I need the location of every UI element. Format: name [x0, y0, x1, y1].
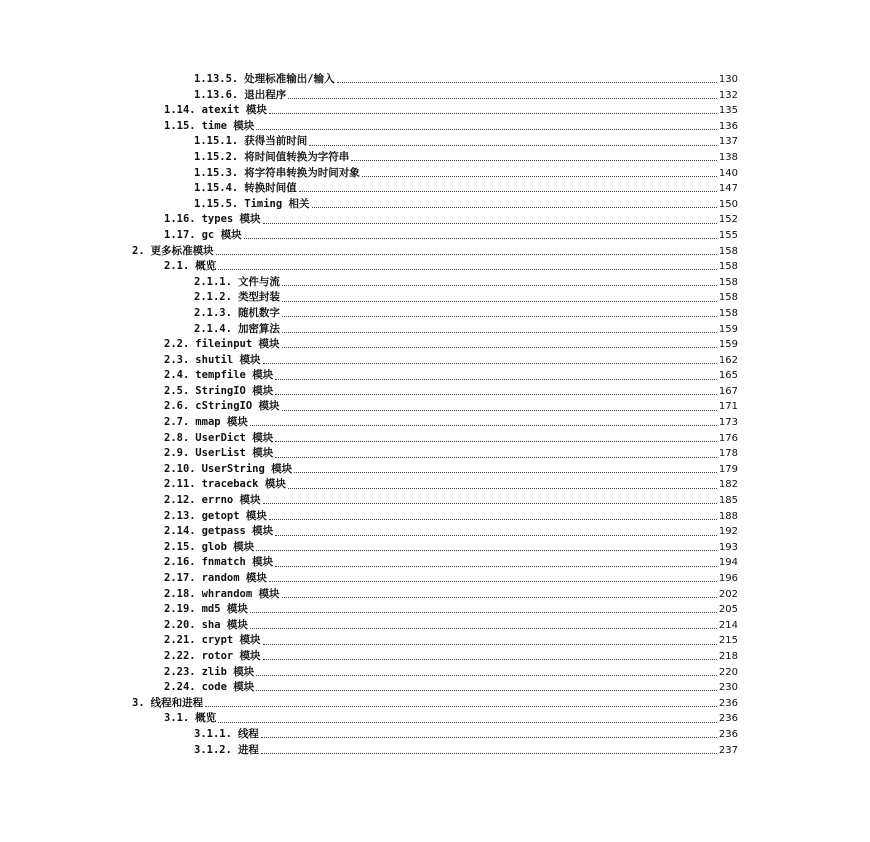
- toc-entry-page-number: 196: [718, 573, 738, 584]
- toc-entry-page-number: 205: [718, 604, 738, 616]
- toc-entry-number: 2.24.: [164, 681, 196, 694]
- toc-entry[interactable]: [132, 150, 738, 166]
- toc-entry-page-number: 185: [718, 495, 738, 507]
- toc-entry-number: 2.12.: [164, 494, 196, 507]
- toc-entry-number: 2.13.: [164, 509, 196, 522]
- toc-entry[interactable]: [132, 181, 738, 197]
- dot-leader: [282, 301, 717, 302]
- toc-entry-title: 转换时间值: [244, 182, 297, 195]
- dot-leader: [218, 269, 717, 270]
- toc-entry-title: crypt 模块: [201, 634, 261, 647]
- toc-entry-page-number: 130: [718, 74, 738, 85]
- toc-entry-number: 2.4.: [164, 369, 190, 382]
- dot-leader: [288, 98, 717, 99]
- toc-entry-title: fileinput 模块: [195, 338, 280, 351]
- toc-entry-page-number: 214: [718, 619, 738, 631]
- dot-leader: [294, 472, 717, 473]
- toc-entry[interactable]: [132, 212, 738, 228]
- dot-leader: [256, 129, 717, 130]
- toc-entry-page-number: 202: [718, 588, 738, 600]
- toc-entry-title: 获得当前时间: [244, 135, 308, 148]
- dot-leader: [256, 690, 717, 691]
- toc-entry-number: 2.20.: [164, 618, 196, 631]
- toc-entry[interactable]: [132, 555, 738, 571]
- toc-entry-number: 1.15.: [164, 119, 196, 132]
- toc-entry[interactable]: [132, 618, 738, 634]
- toc-entry-title: atexit 模块: [201, 104, 267, 117]
- toc-entry[interactable]: [132, 166, 738, 182]
- toc-entry-title: sha 模块: [201, 618, 248, 631]
- toc-entry[interactable]: [132, 259, 738, 275]
- toc-entry-title: zlib 模块: [201, 665, 255, 678]
- toc-entry[interactable]: [132, 306, 738, 322]
- toc-entry-page-number: 236: [718, 728, 738, 740]
- toc-entry-title: time 模块: [201, 119, 255, 132]
- toc-entry-number: 2.19.: [164, 603, 196, 616]
- toc-entry-number: 1.15.4.: [194, 182, 239, 195]
- toc-entry-page-number: 152: [718, 214, 738, 226]
- dot-leader: [250, 425, 717, 426]
- toc-entry-title: glob 模块: [201, 540, 255, 553]
- dot-leader: [282, 285, 717, 286]
- toc-entry-title: 概览: [195, 712, 217, 725]
- toc-entry-title: code 模块: [201, 681, 255, 694]
- toc-entry[interactable]: [132, 119, 738, 135]
- toc-entry-page-number: 182: [718, 479, 738, 491]
- toc-entry[interactable]: [132, 477, 738, 493]
- toc-entry-page-number: 230: [718, 682, 738, 694]
- toc-entry-number: 2.2.: [164, 338, 190, 351]
- dot-leader: [269, 113, 717, 114]
- toc-entry[interactable]: [132, 415, 738, 431]
- toc-entry-title: 处理标准输出/输入: [244, 73, 335, 85]
- toc-entry-page-number: 158: [718, 245, 738, 257]
- toc-entry[interactable]: [132, 462, 738, 478]
- dot-leader: [275, 441, 717, 442]
- dot-leader: [216, 254, 717, 255]
- dot-leader: [275, 379, 717, 380]
- toc-entry-page-number: 237: [718, 744, 738, 756]
- toc-entry-title: 随机数字: [237, 306, 280, 319]
- toc-entry-title: 文件与流: [237, 275, 280, 288]
- toc-entry-number: 1.17.: [164, 228, 196, 241]
- toc-entry[interactable]: [132, 509, 738, 525]
- toc-entry-number: 2.23.: [164, 665, 196, 678]
- toc-entry-title: 进程: [237, 743, 259, 756]
- toc-entry-page-number: 158: [718, 276, 738, 288]
- dot-leader: [337, 82, 717, 83]
- toc-entry[interactable]: [132, 602, 738, 618]
- toc-entry-page-number: 236: [718, 697, 738, 709]
- toc-entry-number: 2.1.1.: [194, 275, 232, 288]
- toc-entry-number: 3.1.: [164, 712, 190, 725]
- toc-entry-page-number: 150: [718, 198, 738, 210]
- toc-entry[interactable]: [132, 353, 738, 369]
- dot-leader: [263, 659, 717, 660]
- toc-entry-title: shutil 模块: [195, 353, 261, 366]
- dot-leader: [269, 581, 717, 582]
- toc-entry[interactable]: [132, 743, 738, 759]
- toc-entry-page-number: 132: [718, 89, 738, 101]
- toc-entry-page-number: 158: [718, 292, 738, 304]
- toc-entry[interactable]: [132, 680, 738, 696]
- toc-entry-title: 线程和进程: [150, 696, 204, 709]
- toc-entry-number: 1.14.: [164, 104, 196, 117]
- toc-entry-number: 2.11.: [164, 478, 196, 491]
- dot-leader: [288, 488, 717, 489]
- toc-entry[interactable]: [132, 727, 738, 743]
- toc-entry-number: 2.18.: [164, 587, 196, 600]
- toc-entry-title: UserList 模块: [195, 447, 274, 460]
- toc-entry-page-number: 165: [718, 370, 738, 382]
- toc-entry-title: cStringIO 模块: [195, 400, 280, 413]
- toc-entry-number: 2.17.: [164, 572, 196, 584]
- toc-entry-title: UserDict 模块: [195, 431, 274, 444]
- toc-entry-page-number: 188: [718, 510, 738, 522]
- toc-entry[interactable]: [132, 134, 738, 150]
- toc-entry-title: gc 模块: [201, 228, 242, 241]
- toc-entry-number: 1.15.1.: [194, 135, 239, 148]
- toc-entry-title: 类型封装: [237, 291, 280, 304]
- dot-leader: [269, 519, 717, 520]
- toc-entry-title: tempfile 模块: [195, 369, 274, 382]
- toc-entry-number: 2.21.: [164, 634, 196, 647]
- toc-entry-title: 将时间值转换为字符串: [244, 150, 350, 163]
- dot-leader: [263, 223, 717, 224]
- toc-entry-number: 1.13.5.: [194, 73, 239, 85]
- toc-entry-number: 3.: [132, 696, 145, 709]
- toc-entry-number: 2.15.: [164, 540, 196, 553]
- toc-entry-title: md5 模块: [201, 603, 248, 616]
- toc-entry-page-number: 194: [718, 557, 738, 569]
- toc-entry-title: whrandom 模块: [201, 587, 280, 600]
- toc-entry[interactable]: [132, 88, 738, 104]
- toc-entry-number: 2.22.: [164, 649, 196, 662]
- dot-leader: [263, 503, 717, 504]
- toc-entry[interactable]: [132, 665, 738, 681]
- toc-entry[interactable]: [132, 337, 738, 353]
- dot-leader: [351, 160, 717, 161]
- toc-entry[interactable]: [132, 322, 738, 338]
- toc-entry-page-number: 159: [718, 323, 738, 335]
- toc-entry-page-number: 178: [718, 448, 738, 460]
- toc-entry[interactable]: [132, 649, 738, 665]
- dot-leader: [275, 457, 717, 458]
- toc-entry-page-number: 173: [718, 417, 738, 429]
- toc-entry-title: types 模块: [201, 213, 261, 226]
- toc-entry-page-number: 136: [718, 120, 738, 132]
- toc-entry-number: 1.15.3.: [194, 166, 239, 179]
- toc-entry-page-number: 162: [718, 354, 738, 366]
- toc-entry-title: 线程: [237, 727, 259, 740]
- toc-entry-title: 更多标准模块: [150, 244, 214, 257]
- toc-entry[interactable]: [132, 399, 738, 415]
- toc-entry-number: 1.15.5.: [194, 197, 239, 210]
- dot-leader: [218, 722, 717, 723]
- toc-entry-title: 加密算法: [237, 322, 280, 335]
- toc-entry[interactable]: [132, 524, 738, 540]
- toc-entry[interactable]: [132, 290, 738, 306]
- toc-entry-title: rotor 模块: [201, 649, 261, 662]
- toc-entry-page-number: 193: [718, 541, 738, 553]
- dot-leader: [250, 612, 717, 613]
- toc-entry-number: 2.7.: [164, 416, 190, 429]
- dot-leader: [256, 675, 717, 676]
- toc-entry-number: 2.1.4.: [194, 322, 232, 335]
- toc-entry[interactable]: [132, 633, 738, 649]
- toc-entry-number: 2.10.: [164, 462, 196, 475]
- dot-leader: [309, 145, 717, 146]
- toc-entry-number: 2.: [132, 244, 145, 257]
- toc-entry-title: fnmatch 模块: [201, 556, 274, 569]
- toc-entry[interactable]: [132, 540, 738, 556]
- toc-entry-page-number: 147: [718, 183, 738, 195]
- toc-entry-title: errno 模块: [201, 494, 261, 507]
- toc-entry-number: 2.9.: [164, 447, 190, 460]
- toc-entry[interactable]: [132, 103, 738, 119]
- toc-entry-title: traceback 模块: [201, 478, 286, 491]
- toc-entry-title: StringIO 模块: [195, 384, 274, 397]
- toc-entry[interactable]: [132, 431, 738, 447]
- toc-entry-page-number: 140: [718, 167, 738, 179]
- toc-entry-number: 2.5.: [164, 384, 190, 397]
- toc-entry[interactable]: [132, 446, 738, 462]
- dot-leader: [282, 316, 717, 317]
- toc-entry-page-number: 171: [718, 401, 738, 413]
- toc-entry-title: 概览: [195, 260, 217, 273]
- toc-entry-page-number: 158: [718, 261, 738, 273]
- toc-entry-title: 将字符串转换为时间对象: [244, 166, 360, 179]
- toc-entry-number: 2.6.: [164, 400, 190, 413]
- toc-entry[interactable]: [132, 228, 738, 244]
- dot-leader: [275, 535, 717, 536]
- toc-entry-title: getpass 模块: [201, 525, 274, 538]
- dot-leader: [263, 644, 717, 645]
- toc-entry-title: getopt 模块: [201, 509, 267, 522]
- toc-entry-title: 退出程序: [244, 88, 287, 101]
- toc-entry[interactable]: [132, 197, 738, 213]
- toc-entry[interactable]: [132, 571, 738, 587]
- toc-entry-page-number: 220: [718, 666, 738, 678]
- dot-leader: [282, 347, 717, 348]
- dot-leader: [299, 191, 717, 192]
- toc-entry-page-number: 137: [718, 136, 738, 148]
- toc-entry[interactable]: [132, 368, 738, 384]
- dot-leader: [282, 410, 717, 411]
- toc-entry-page-number: 159: [718, 339, 738, 351]
- toc-entry-number: 2.1.2.: [194, 291, 232, 304]
- toc-entry-title: random 模块: [201, 572, 267, 584]
- toc-entry-number: 2.16.: [164, 556, 196, 569]
- dot-leader: [282, 332, 717, 333]
- toc-entry-page-number: 155: [718, 229, 738, 241]
- toc-entry-number: 3.1.2.: [194, 743, 232, 756]
- dot-leader: [261, 737, 717, 738]
- dot-leader: [205, 706, 717, 707]
- toc-entry-page-number: 215: [718, 635, 738, 647]
- dot-leader: [312, 207, 717, 208]
- dot-leader: [263, 363, 717, 364]
- dot-leader: [250, 628, 717, 629]
- toc-entry-number: 1.16.: [164, 213, 196, 226]
- toc-entry-number: 1.15.2.: [194, 150, 239, 163]
- dot-leader: [362, 176, 717, 177]
- toc-entry[interactable]: [132, 696, 738, 712]
- toc-entry-page-number: 138: [718, 151, 738, 163]
- toc-entry[interactable]: [132, 275, 738, 291]
- toc-entry[interactable]: [132, 72, 738, 88]
- toc-entry-number: 2.1.: [164, 260, 190, 273]
- toc-entry-page-number: 179: [718, 463, 738, 475]
- toc-entry-number: 3.1.1.: [194, 727, 232, 740]
- toc-entry-number: 1.13.6.: [194, 88, 239, 101]
- dot-leader: [261, 753, 717, 754]
- toc-entry-page-number: 218: [718, 650, 738, 662]
- toc-entry-number: 2.1.3.: [194, 306, 232, 319]
- toc-entry-number: 2.3.: [164, 353, 190, 366]
- toc-entry-title: Timing 相关: [244, 197, 310, 210]
- dot-leader: [244, 238, 717, 239]
- toc-entry-page-number: 236: [718, 713, 738, 725]
- toc-entry-page-number: 135: [718, 105, 738, 117]
- toc-entry-page-number: 176: [718, 432, 738, 444]
- toc-entry[interactable]: [132, 493, 738, 509]
- toc-entry-page-number: 192: [718, 526, 738, 538]
- dot-leader: [256, 550, 717, 551]
- toc-entry-number: 2.8.: [164, 431, 190, 444]
- toc-entry-page-number: 158: [718, 307, 738, 319]
- toc-entry[interactable]: [132, 384, 738, 400]
- toc-entry-title: mmap 模块: [195, 416, 248, 429]
- dot-leader: [275, 566, 717, 567]
- toc-entry-page-number: 167: [718, 385, 738, 397]
- toc-entry[interactable]: [132, 587, 738, 603]
- toc-entry[interactable]: [132, 244, 738, 260]
- table-of-contents: [132, 72, 738, 758]
- dot-leader: [275, 394, 717, 395]
- toc-entry[interactable]: [132, 711, 738, 727]
- dot-leader: [282, 597, 717, 598]
- toc-entry-title: UserString 模块: [201, 462, 293, 475]
- toc-entry-number: 2.14.: [164, 525, 196, 538]
